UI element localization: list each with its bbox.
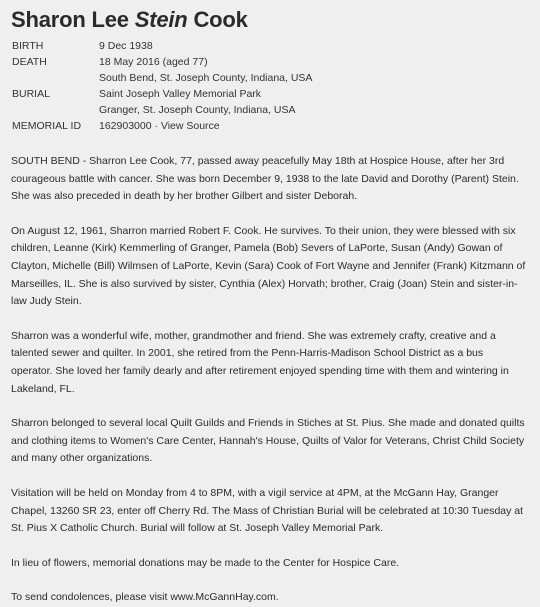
memorial-id-row bbox=[12, 118, 312, 134]
birth-row bbox=[12, 38, 312, 54]
memorial-facts bbox=[12, 38, 312, 134]
maiden-name: Stein bbox=[134, 7, 188, 32]
burial-place: Granger, St. Joseph County, Indiana, USA bbox=[99, 104, 296, 116]
obituary-paragraph: In lieu of flowers, memorial donations may be made to the Center for Hospice Care. bbox=[11, 556, 400, 569]
burial-place-row bbox=[12, 102, 312, 118]
burial-label: BURIAL bbox=[12, 88, 50, 100]
obituary-paragraph: Sharron belonged to several local Quilt Guilds and Friends in Stiches at St. Pius. She made and donated quilts and clothing items to Women's Care Center, Hannah's House, Quilts of Valor for Veterans, Christ Child Society and many other organizations. bbox=[11, 417, 525, 465]
obituary-text bbox=[11, 153, 530, 607]
memorial-id-label: MEMORIAL ID bbox=[12, 120, 82, 132]
obituary-paragraph: Sharron was a wonderful wife, mother, grandmother and friend. She was extremely crafty, creative and a talented sewer and quilter. In 2001, she retired from the Penn-Harris-Madison School District as a bus operator. She loved her family dearly and after retirement enjoyed spending time with them and wintering in Lakeland, FL. bbox=[11, 329, 509, 395]
last-name: Cook bbox=[193, 7, 248, 32]
death-value: 18 May 2016 (aged 77) bbox=[99, 56, 208, 68]
death-row bbox=[12, 54, 312, 70]
first-name: Sharon Lee bbox=[11, 7, 129, 32]
birth-label: BIRTH bbox=[12, 40, 44, 52]
death-place-row bbox=[12, 70, 312, 86]
death-place: South Bend, St. Joseph County, Indiana, USA bbox=[99, 72, 313, 84]
burial-value: Saint Joseph Valley Memorial Park bbox=[99, 88, 262, 100]
death-label: DEATH bbox=[12, 56, 47, 68]
burial-row bbox=[12, 86, 312, 102]
obituary-paragraph: To send condolences, please visit www.McGannHay.com. bbox=[11, 591, 279, 604]
birth-value: 9 Dec 1938 bbox=[99, 40, 153, 52]
memorial-name bbox=[11, 6, 530, 34]
obituary-paragraph: On August 12, 1961, Sharron married Robert F. Cook. He survives. To their union, they were blessed with six children, Leanne (Kirk) Kemmerling of Granger, Pamela (Bob) Severs of LaPorte, Susan (Andy) Gowan of Clayton, Michelle (Bill) Wilmsen of LaPorte, Kevin (Sara) Cook of Fort Wayne and Jennifer (Frank) Kitzmann of Marseilles, IL. She is also survived by sister, Cynthia (Alex) Horvath; brother, Craig (Joan) Stein and sister-in-law Judy Stein. bbox=[11, 224, 526, 308]
memorial-id-value: 162903000 · View Source bbox=[99, 120, 220, 132]
obituary-paragraph: SOUTH BEND - Sharron Lee Cook, 77, passed away peacefully May 18th at Hospice House, after her 3rd courageous battle with cancer. She was born December 9, 1938 to the late David and Dorothy (Parent) Stein. She was also preceded in death by her brother Gilbert and sister Deborah. bbox=[11, 155, 519, 203]
obituary-paragraph: Visitation will be held on Monday from 4 to 8PM, with a vigil service at 4PM, at the McGann Hay, Granger Chapel, 13260 SR 23, enter off Cherry Rd. The Mass of Christian Burial will be celebrated at 10:30 Tuesday at St. Pius X Catholic Church. Burial will follow at St. Joseph Valley Memorial Park. bbox=[11, 486, 524, 535]
